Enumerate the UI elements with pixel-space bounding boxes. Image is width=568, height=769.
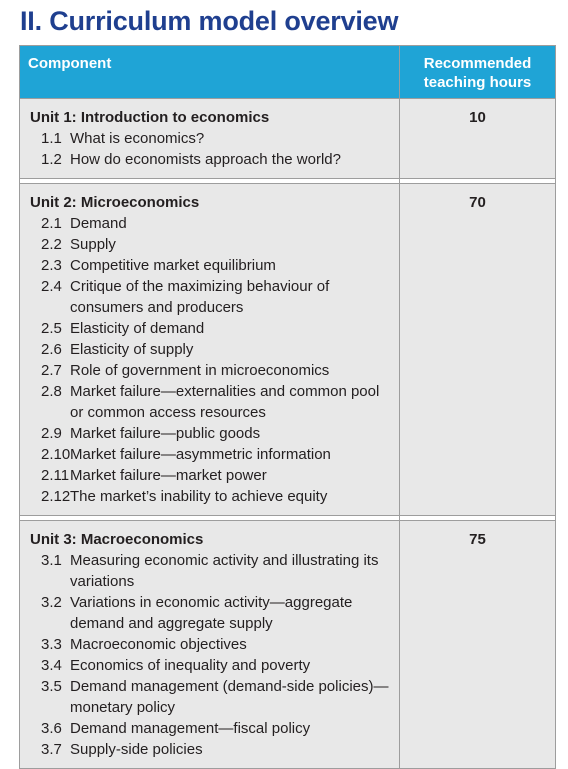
table-body: [20, 99, 556, 769]
topic-number: 2.4: [41, 278, 62, 295]
curriculum-table: [19, 45, 556, 769]
topic-item: [30, 739, 391, 760]
unit-component-cell: [20, 184, 400, 516]
unit-title: Unit 1: Introduction to economics: [30, 109, 270, 126]
topic-item: [30, 149, 391, 170]
topic-title: What is economics?: [70, 130, 205, 147]
topic-number: 3.4: [41, 657, 62, 674]
topic-item: [30, 381, 391, 423]
topic-number: 1.2: [41, 151, 62, 168]
unit-title: Unit 3: Macroeconomics: [30, 531, 204, 548]
topic-number: 2.10: [41, 446, 71, 463]
unit-component-cell: [20, 521, 400, 769]
topic-item: [30, 655, 391, 676]
topic-item: [30, 592, 391, 634]
topic-title: Market failure—asymmetric information: [70, 446, 331, 463]
topic-number: 2.7: [41, 362, 62, 379]
unit-row: [20, 184, 556, 516]
topic-number: 2.8: [41, 383, 62, 400]
topic-item: [30, 634, 391, 655]
topic-number: 3.1: [41, 552, 62, 569]
topic-title: Supply: [70, 236, 116, 253]
topic-item: [30, 486, 391, 507]
topic-number: 3.3: [41, 636, 62, 653]
topic-number: 2.1: [41, 215, 62, 232]
topic-number: 2.5: [41, 320, 62, 337]
topic-number: 3.2: [41, 594, 62, 611]
topic-item: [30, 339, 391, 360]
header-hours-line2: teaching hours: [423, 74, 532, 91]
header-component: Component: [20, 46, 400, 99]
topic-title: Variations in economic activity—aggregate demand and aggregate supply: [70, 594, 353, 632]
topic-number: 2.9: [41, 425, 62, 442]
topic-item: [30, 444, 391, 465]
table-header-row: [20, 46, 556, 99]
topic-title: Measuring economic activity and illustrating its variations: [70, 552, 379, 590]
topic-item: [30, 718, 391, 739]
topic-item: [30, 465, 391, 486]
topic-title: How do economists approach the world?: [70, 151, 341, 168]
topic-title: Macroeconomic objectives: [70, 636, 247, 653]
topic-title: Demand: [70, 215, 127, 232]
unit-title: Unit 2: Microeconomics: [30, 194, 200, 211]
unit-hours: 75: [400, 521, 556, 769]
topic-number: 2.3: [41, 257, 62, 274]
topic-item: [30, 676, 391, 718]
topic-item: [30, 276, 391, 318]
unit-row: [20, 521, 556, 769]
topic-title: Competitive market equilibrium: [70, 257, 276, 274]
topic-title: Economics of inequality and poverty: [70, 657, 311, 674]
topic-title: Market failure—market power: [70, 467, 267, 484]
topic-number: 1.1: [41, 130, 62, 147]
topic-title: Demand management (demand-side policies)—monetary policy: [70, 678, 389, 716]
topic-number: 2.12: [41, 488, 71, 505]
header-hours: [400, 46, 556, 99]
topic-title: Demand management—fiscal policy: [70, 720, 311, 737]
topic-title: Market failure—public goods: [70, 425, 261, 442]
topic-item: [30, 423, 391, 444]
topic-number: 2.6: [41, 341, 62, 358]
topic-number: 3.6: [41, 720, 62, 737]
topic-item: [30, 213, 391, 234]
unit-hours: 10: [400, 99, 556, 179]
topic-title: Role of government in microeconomics: [70, 362, 330, 379]
topic-number: 3.5: [41, 678, 62, 695]
unit-row: [20, 99, 556, 179]
topic-title: Critique of the maximizing behaviour of consumers and producers: [70, 278, 330, 316]
topic-title: Supply-side policies: [70, 741, 203, 758]
topic-item: [30, 550, 391, 592]
topic-item: [30, 318, 391, 339]
topic-title: Elasticity of demand: [70, 320, 205, 337]
unit-component-cell: [20, 99, 400, 179]
topic-item: [30, 234, 391, 255]
topic-title: Elasticity of supply: [70, 341, 194, 358]
topic-item: [30, 255, 391, 276]
topic-number: 2.2: [41, 236, 62, 253]
topic-item: [30, 128, 391, 149]
topic-title: The market’s inability to achieve equity: [70, 488, 328, 505]
topic-number: 2.11: [41, 467, 70, 484]
header-hours-line1: Recommended: [423, 55, 532, 72]
topic-title: Market failure—externalities and common pool or common access resources: [70, 383, 380, 421]
topic-number: 3.7: [41, 741, 62, 758]
topic-item: [30, 360, 391, 381]
unit-hours: 70: [400, 184, 556, 516]
page-title: II. Curriculum model overview: [20, 6, 399, 36]
